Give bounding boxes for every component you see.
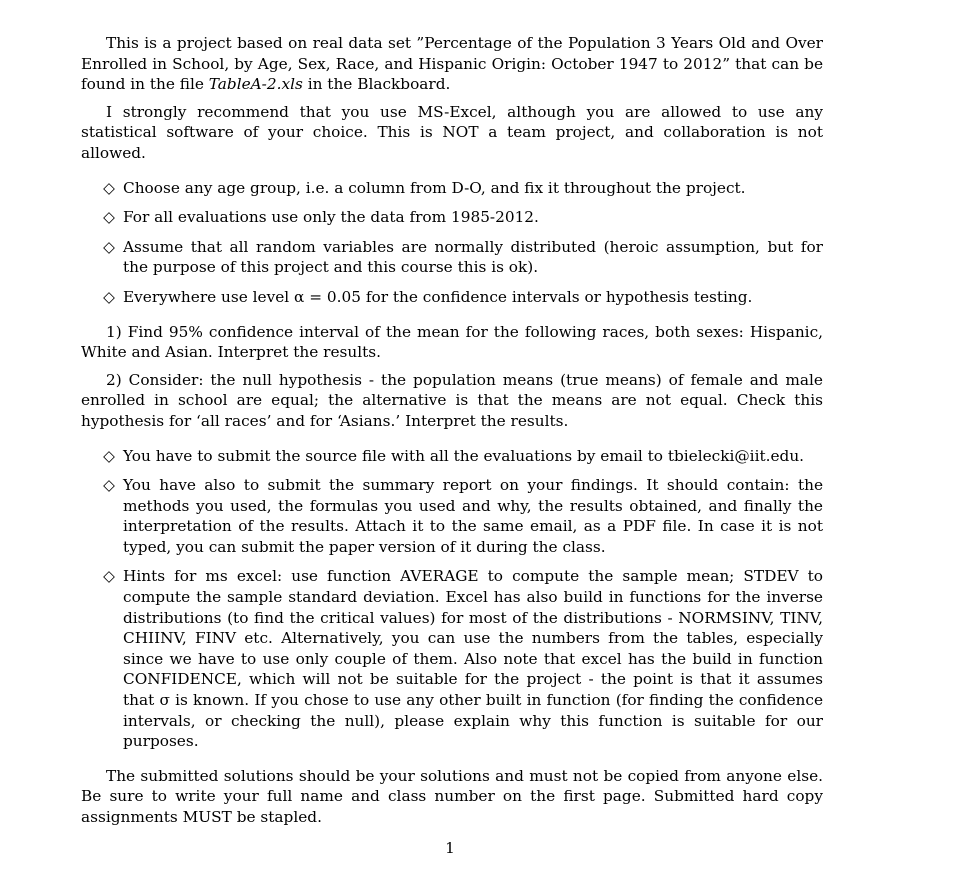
submission-item: [81, 446, 823, 467]
submission-item: [81, 566, 823, 751]
submission-text: You have also to submit the summary report on your findings. It should contain: the methods you used, the formulas you used and why, the results obtained, and finally the interpretation of the results. Attach it to the same email, as a PDF file. In case it is not typed, you can submit the paper version of it during the class.: [123, 476, 823, 556]
hints-text: Hints for ms excel: use function AVERAGE to compute the sample mean; STDEV to compute the sample standard deviation. Excel has also build in functions for the inverse distributions (to find the critical values) for most of the distributions - NORMSINV, TINV, CHIINV, FINV etc. Alternatively, you can use the numbers from the tables, especially since we have to use only couple of them. Also note that excel has the build in function CONFIDENCE, which will not be suitable for the project - the point is that it assumes that σ is known. If you chose to use any other built in function (for finding the confidence intervals, or checking the null), please explain why this function is suitable for our purposes.: [123, 567, 823, 751]
rule-item: [81, 178, 823, 199]
diamond-bullet-icon: ◇: [103, 446, 115, 465]
rule-item: [81, 237, 823, 278]
diamond-bullet-icon: ◇: [103, 287, 115, 306]
intro-text: This is a project based on real data set ”Percentage of the Population 3 Years Old and Over Enrolled in School, by Age, Sex, Race, and Hispanic Origin: October 1947 to 2012” that can be found in the file: [81, 34, 823, 94]
rule-item: [81, 287, 823, 308]
rule-text: For all evaluations use only the data from 1985-2012.: [123, 208, 539, 227]
rule-text: Everywhere use level α = 0.05 for the confidence intervals or hypothesis testing.: [123, 287, 753, 306]
intro-paragraph-1: [81, 33, 823, 95]
diamond-bullet-icon: ◇: [103, 208, 115, 227]
intro-paragraph-2: I strongly recommend that you use MS-Excel, although you are allowed to use any statistical software of your choice. This is NOT a team project, and collaboration is not allowed.: [81, 102, 823, 162]
closing-paragraph: The submitted solutions should be your solutions and must not be copied from anyone else. Be sure to write your full name and class number on the first page. Submitted hard copy assignments MUST be stapled.: [81, 766, 823, 826]
diamond-bullet-icon: ◇: [103, 476, 115, 495]
task-1: 1) Find 95% confidence interval of the mean for the following races, both sexes: Hispanic, White and Asian. Interpret the results.: [81, 322, 823, 362]
diamond-bullet-icon: ◇: [103, 237, 115, 256]
page-number: 1: [445, 839, 455, 857]
diamond-bullet-icon: ◇: [103, 567, 115, 586]
submission-text: You have to submit the source file with all the evaluations by email to tbielecki@iit.edu.: [123, 446, 805, 465]
diamond-bullet-icon: ◇: [103, 178, 115, 197]
intro-text-end: in the Blackboard.: [302, 75, 451, 94]
data-file-name: TableA-2.xls: [208, 75, 303, 94]
rule-text: Choose any age group, i.e. a column from D-O, and fix it throughout the project.: [123, 178, 746, 197]
task-2: 2) Consider: the null hypothesis - the population means (true means) of female and male enrolled in school are equal; the alternative is that the means are not equal. Check this hypothesis for ‘all races’ and for ‘Asians.’ Interpret the results.: [81, 370, 823, 430]
rule-item: [81, 207, 823, 228]
rule-text: Assume that all random variables are normally distributed (heroic assumption, but for the purpose of this project and this course this is ok).: [123, 237, 823, 277]
text-column: [81, 33, 823, 828]
submission-item: [81, 475, 823, 557]
